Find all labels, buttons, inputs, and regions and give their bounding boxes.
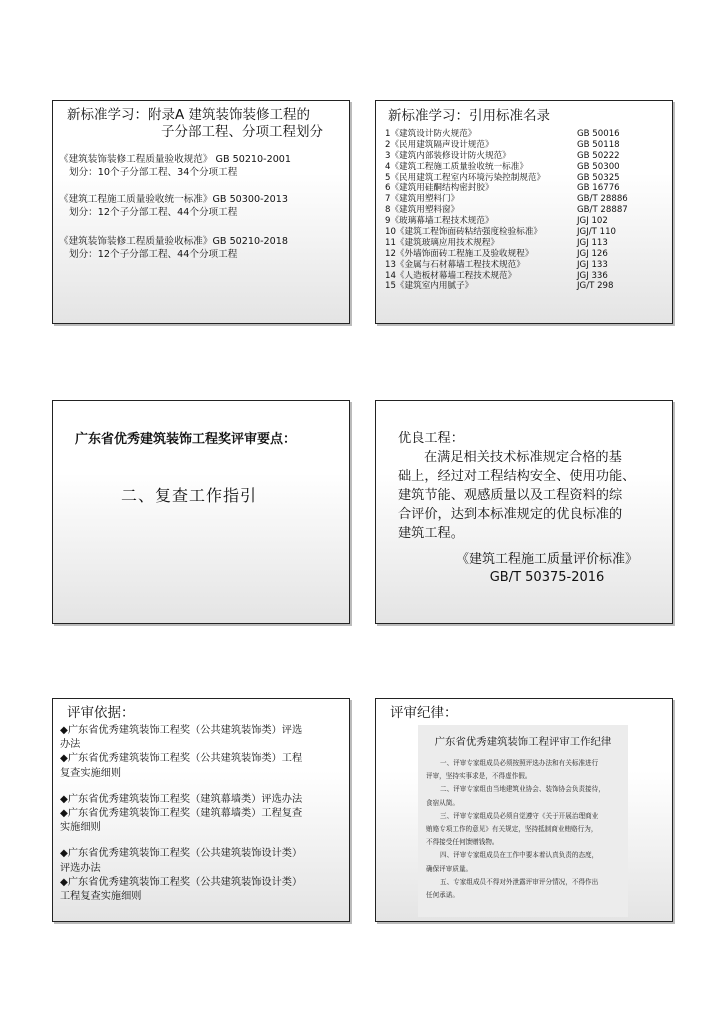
reference-code: JGJ/T 110 [577,227,617,238]
reference-name: 1《建筑设计防火规范》 [385,129,477,139]
list-item: ◆广东省优秀建筑装饰工程奖（公共建筑装饰设计类） [60,848,303,860]
document-line: 二、评审专家组由当地建筑业协会、装饰协会负责接待， [440,785,605,794]
slide-subheading: 二、复查工作指引 [121,486,258,505]
list-item-cont: 评选办法 [60,862,101,874]
spacer [60,835,302,847]
standard-name: 《建筑装饰装修工程质量验收标准》GB 50210-2018 [59,236,288,247]
standard-division: 划分：12个子分部工程、44个分项工程 [69,207,238,218]
document-line: 不得接受任何馈赠钱物。 [426,838,499,847]
list-item: ◆广东省优秀建筑装饰工程奖（建筑幕墙类）评选办法 [60,793,303,805]
reference-name: 12《外墙饰面砖工程施工及验收规程》 [385,248,534,259]
reference-code: JGJ 113 [577,237,608,248]
standard-division: 划分：12个子分部工程、44个分项工程 [69,249,238,260]
document-line: 评审，坚持实事求是，不得虚作假。 [426,772,532,781]
reference-standard [456,551,638,587]
slide-heading: 广东省优秀建筑装饰工程奖评审要点： [75,432,297,447]
reference-code: GB/T 50375-2016 [489,570,605,585]
reference-name: 10《建筑工程饰面砖粘结强度检验标准》 [385,227,543,238]
definition-line: 础上，经过对工程结构安全、使用功能、 [398,469,636,484]
list-item: ◆广东省优秀建筑装饰工程奖（建筑幕墙类）工程复查 [60,808,303,820]
definition-paragraph [398,429,635,543]
standard-division: 划分：10个子分部工程、34个分项工程 [69,167,238,178]
reference-name: 7《建筑用塑料门》 [385,194,460,205]
standard-group [59,235,288,261]
slide-title-line2: 子分部工程、分项工程划分 [161,124,323,140]
standard-name: 《建筑装饰装修工程质量验收规范》 GB 50210-2001 [59,154,292,165]
reference-code: JGJ 102 [577,216,608,227]
slide-review-points [52,400,350,624]
slide-classification [52,100,350,324]
reference-code: JGJ 336 [577,270,608,281]
slide-title-line1: 新标准学习：附录A 建筑装饰装修工程的 [67,107,311,123]
reference-code: GB 50325 [577,172,620,183]
standard-name: 《建筑工程施工质量验收统一标准》GB 50300-2013 [59,194,288,205]
document-line: 五、专家组成员不得对外泄露评审评分情况，不得作出 [440,877,599,886]
reference-name: 9《玻璃幕墙工程技术规范》 [385,216,494,227]
reference-code: GB/T 28886 [577,194,628,205]
reference-name: 5《民用建筑工程室内环境污染控制规范》 [385,172,546,183]
document-line: 确保评审质量。 [426,864,473,873]
document-line: 食宿从简。 [426,798,459,807]
reference-code: GB 50222 [577,150,620,161]
reference-name: 8《建筑用塑料窗》 [385,205,460,216]
list-item-cont: 工程复查实施细则 [60,891,142,903]
definition-line: 建筑节能、观感质量以及工程资料的综 [398,488,623,503]
definition-label: 优良工程： [398,431,464,446]
list-item-cont: 复查实施细则 [60,767,122,779]
spacer [60,781,302,793]
reference-name: 3《建筑内部装修设计防火规范》 [385,150,511,161]
reference-title: 《建筑工程施工质量评价标准》 [456,552,639,567]
reference-code: GB 50016 [577,129,620,139]
document-line: 四、评审专家组成员在工作中要本着认真负责的态度， [440,851,599,860]
reference-name: 4《建筑工程施工质量验收统一标准》 [385,161,528,172]
definition-line: 合评价，达到本标准规定的优良标准的 [398,507,623,522]
list-item: ◆广东省优秀建筑装饰工程奖（公共建筑装饰类）评选 [60,725,303,736]
reference-name: 6《建筑用硅酮结构密封胶》 [385,183,494,194]
reference-code: JGJ 133 [577,259,608,270]
definition-line: 建筑工程。 [398,526,464,541]
reference-name: 14《人造板材幕墙工程技术规范》 [385,270,517,281]
document-line: 一、评审专家组成员必须按照评选办法和有关标准进行 [440,759,599,767]
document-line: 任何承诺。 [426,891,459,900]
definition-line: 在满足相关技术标准规定合格的基 [424,450,622,465]
slide-review-discipline [375,698,673,922]
reference-code: GB/T 28887 [577,205,628,216]
document-line: 三、评审专家组成员必须自觉遵守《关于开展治理商业 [440,811,599,820]
reference-name: 13《金属与石材幕墙工程技术规范》 [385,259,525,270]
reference-code: GB 50118 [577,139,620,150]
reference-name: 15《建筑室内用腻子》 [385,281,474,292]
reference-code: GB 16776 [577,183,620,194]
list-item-cont: 实施细则 [60,822,101,834]
slide-title: 评审依据： [67,705,135,721]
slide-title: 评审纪律： [390,705,458,721]
reference-code: JGJ 126 [577,248,608,259]
slide-reference-standards [375,100,673,324]
slide-title: 新标准学习：引用标准名录 [388,108,550,124]
list-item: ◆广东省优秀建筑装饰工程奖（公共建筑装饰设计类） [60,876,303,888]
standard-group [59,193,288,219]
list-item-cont: 办法 [60,739,81,751]
reference-code: GB 50300 [577,161,620,172]
basis-list [60,724,302,904]
reference-name: 11《建筑玻璃应用技术规程》 [385,237,500,248]
scanned-document [418,725,628,917]
document-body [426,757,605,902]
slide-excellent-project [375,400,673,624]
standard-group [59,153,291,179]
document-title: 广东省优秀建筑装饰工程评审工作纪律 [434,736,612,748]
slide-review-basis [52,698,350,922]
reference-name: 2《民用建筑隔声设计规范》 [385,139,494,150]
list-item: ◆广东省优秀建筑装饰工程奖（公共建筑装饰类）工程 [60,753,303,765]
document-line: 贿赂专项工作的意见》有关规定，坚持抵制商业贿赂行为， [426,825,598,834]
reference-code: JG/T 298 [577,281,614,292]
